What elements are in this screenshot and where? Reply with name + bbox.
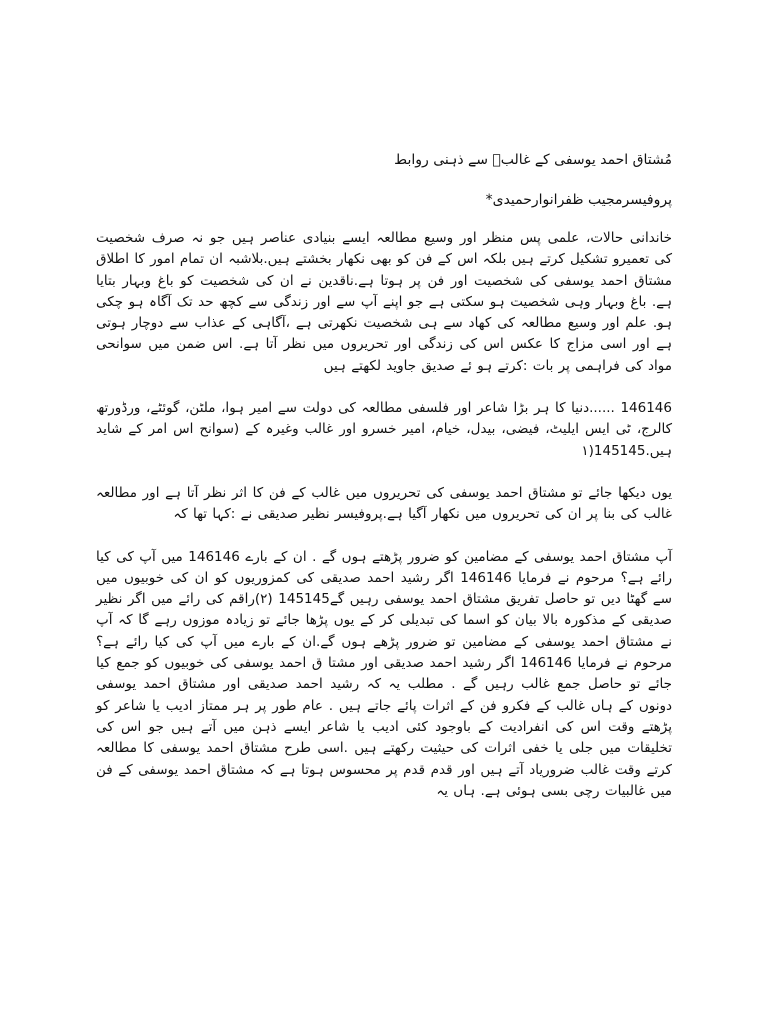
document-body — [96, 150, 672, 823]
paragraph-4-quote: آپ مشتاق احمد یوسفی کے مضامین کو ضرور پڑھتے ہوں گے . ان کے بارے 146146 میں آپ کی کیا رائے ہے؟ مرحوم نے فرمایا 146146 اگر رشید احمد صدیقی کی کمزوریوں کو ان کی خوبیوں میں سے گھٹا دیں تو حاصل تفریق مشتاق احمد یوسفی رہیں گے145145 (۲)راقم کی رائے میں اگر نظیر صدیقی کے مذکورہ بالا بیان کو اسما کی تبدیلی کر کے یوں پڑھا جائے تو زیادہ موزوں رہے گا کہ آپ نے مشتاق احمد یوسفی کے مضامین تو ضرور پڑھے ہوں گے.ان کے بارے میں آپ کی کیا رائے ہے؟ مرحوم نے فرمایا 146146 اگر رشید احمد صدیقی اور مشتا ق احمد یوسفی کی خوبیوں کو جمع کیا جائے تو حاصل جمع غالب رہیں گے . مطلب یہ کہ رشید احمد صدیقی اور مشتاق احمد یوسفی دونوں کے ہاں غالب کے فکرو فن کے اثرات پائے جاتے ہیں . عام طور پر ہر ممتاز ادیب یا شاعر کو پڑھتے وقت اس کی انفرادیت کے باوجود کئی ادیب یا شاعر ایسے ذہن میں آتے ہیں جو اس کی تخلیقات میں جلی یا خفی اثرات کی حیثیت رکھتے ہیں .اسی طرح مشتاق احمد یوسفی کا مطالعہ کرتے وقت غالب ضروریاد آتے ہیں اور قدم قدم پر محسوس ہوتا ہے کہ مشتاق احمد یوسفی کے فن میں غالبیات رچی بسی ہوئی ہے. ہاں یہ — [96, 548, 672, 799]
author-line: پروفیسرمجیب ظفرانوارحمیدی* — [485, 192, 672, 208]
paragraph-1: خاندانی حالات، علمی پس منظر اور وسیع مطالعہ ایسے بنیادی عناصر ہیں جو نہ صرف شخصیت کی تعمیرو تشکیل کرتے ہیں بلکہ اس کے فن کو بھی نکھار بخشتے ہیں.بلاشبہ ان تمام امور کا اطلاق مشتاق احمد یوسفی کی شخصیت اور فن پر ہوتا ہے.ناقدین نے ان کی شخصیت کو باغ وبہار بتایا ہے. باغ وبہار وہی شخصیت ہو سکتی ہے جو اپنے آپ سے اور زندگی سے کچھ حد تک آگاہ ہو چکی ہو. علم اور وسیع مطالعہ کی کھاد سے ہی شخصیت نکھرتی ہے ،آگاہی کے عذاب سے دوچار ہوتی ہے اور اسی مزاج کا عکس اس کی زندگی اور تحریروں میں نظر آتا ہے. اس ضمن میں سوانحی مواد کی فراہمی پر بات :کرتے ہو ئے صدیق جاوید لکھتے ہیں — [96, 230, 672, 374]
paragraph-2-quote: 146146 ......دنیا کا ہر بڑا شاعر اور فلسفی مطالعہ کی دولت سے امیر ہوا، ملٹن، گوئٹے، ورڈورتھ کالرج، ٹی ایس ایلیٹ، فیضی، بیدل، خیام، امیر خسرو اور غالب وغیرہ کے (سوانح اس امر کے شاید ہیں.145145(۱ — [96, 400, 672, 459]
document-title: مُشتاق احمد یوسفی کے غالبؔ سے ذہنی روابط — [394, 152, 672, 168]
paragraph-3: یوں دیکھا جائے تو مشتاق احمد یوسفی کی تحریروں میں غالب کے فن کا اثر نظر آتا ہے اور مطالعہ غالب کی بنا پر ان کی تحریروں میں نکھار آگیا ہے.پروفیسر نظیر صدیقی نے :کہا تھا کہ — [96, 484, 672, 523]
